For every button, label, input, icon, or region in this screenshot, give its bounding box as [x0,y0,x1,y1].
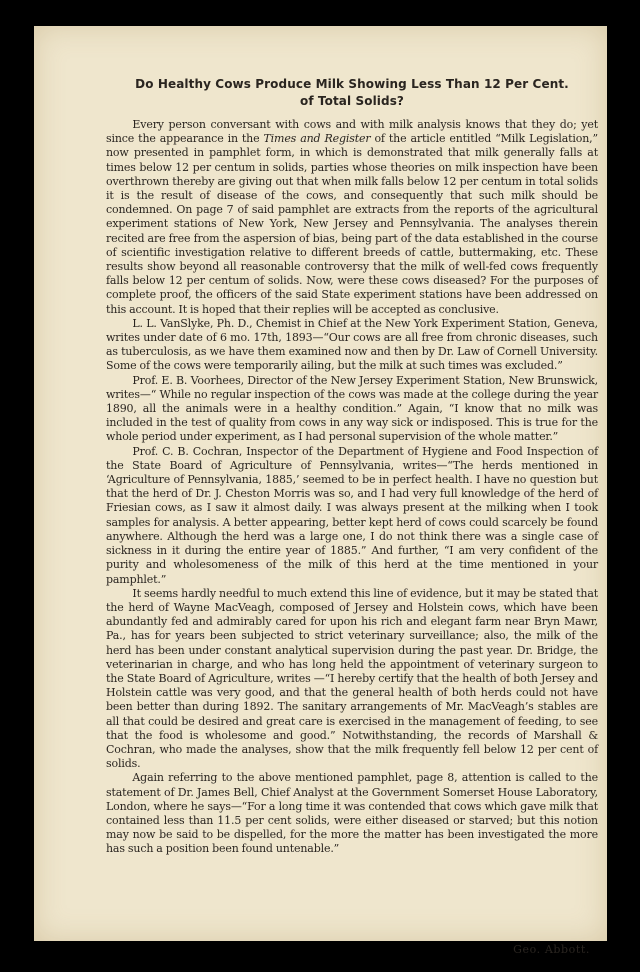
document-body [106,76,598,956]
paragraph-vanslyke: L. L. VanSlyke, Ph. D., Chemist in Chief at the New York Experiment Station, Geneva, writes under date of 6 mo. 17th, 1893—“Our cows are all free from chronic diseases, such as tuberculosis, as we have them examined now and then by Dr. Law of Cornell University. Some of the cows were temporarily ailing, but the milk at such times was excluded.” [106,316,598,373]
paragraph-voorhees: Prof. E. B. Voorhees, Director of the New Jersey Experiment Station, New Brunswick, writes—“ While no regular inspection of the cows was made at the college during the year 1890, all the animals were in a healthy condition.” Again, “I know that no milk was included in the test of quality from cows in any way sick or indisposed. This is true for the whole period under experiment, as I had personal supervision of the whole matter.” [106,373,598,444]
paragraph-bell: Again referring to the above mentioned pamphlet, page 8, attention is called to the statement of Dr. James Bell, Chief Analyst at the Government Somerset House Laboratory, London, where he says—“For a long time it was contended that cows which gave milk that contained less than 11.5 per cent solids, were either diseased or starved; but this notion may now be said to be dispelled, for the more the matter has been investigated the more has such a position been found untenable.” [106,771,598,856]
paper-sheet [34,26,607,956]
signature: Geo. Abbott. [513,943,590,956]
paragraph-macveagh: It seems hardly needful to much extend this line of evidence, but it may be stated that the herd of Wayne MacVeagh, composed of Jersey and Holstein cows, which have been abundantly fed and admirably cared for upon his rich and elegant farm near Bryn Mawr, Pa., has for years been subjected to strict veterinary surveillance; also, the milk of the herd has been under constant analytical supervision during the past year. Dr. Bridge, the veterinarian in charge, and who has long held the appointment of veterinary surgeon to the State Board of Agriculture, writes —“I hereby certify that the health of both Jersey and Holstein cattle was very good, and that the general health of both herds could not have been better than during 1892. The sanitary arrangements of Mr. MacVeagh’s stables are all that could be desired and great care is exercised in the management of feeding, to see that the food is wholesome and good.” Notwithstanding, the records of Marshall & Cochran, who made the analyses, show that the milk frequently fell below 12 per cent of solids. [106,586,598,771]
paragraph-cochran: Prof. C. B. Cochran, Inspector of the Department of Hygiene and Food Inspection of the State Board of Agriculture of Pennsylvania, writes—“The herds mentioned in ‘Agriculture of Pennsylvania, 1885,’ seemed to be in perfect health. I have no question but that the herd of Dr. J. Cheston Morris was so, and I had very full knowledge of the herd of Friesian cows, as I saw it almost daily. I was always present at the milking when I took samples for analysis. A better appearing, better kept herd of cows could scarcely be found anywhere. Although the herd was a large one, I do not think there was a single case of sickness in it during the entire year of 1885.” And further, “I am very confident of the purity and wholesomeness of the milk of this herd at the time mentioned in your pamphlet.” [106,444,598,586]
journal-name: Times and Register [263,132,371,146]
title-line-2: of Total Solids? [299,94,404,108]
paragraph-intro: Every person conversant with cows and with milk analysis knows that they do; yet since the appearance in the Times and Register of the article entitled “Milk Legislation,” now presented in pamphlet form, in which is demonstrated that milk generally falls at times below 12 per centum in solids, parties whose theories on milk inspection have been overthrown thereby are giving out that when milk falls below 12 per centum in total solids it is the result of disease of the cows, and consequently that such milk should be condemned. On page 7 of said pamphlet are extracts from the reports of the agricultural experiment stations of New York, New Jersey and Pennsylvania. The analyses therein recited are free from the aspersion of bias, being part of the data established in the course of scientific investigation relative to different breeds of cattle, buttermaking, etc. These results show beyond all reasonable controversy that the milk of well-fed cows frequently falls below 12 per centum of solids. Now, were these cows diseased? For the purposes of complete proof, the officers of the said State experiment stations have been addressed on this account. It is hoped that their replies will be accepted as conclusive. [106,118,598,316]
title-line-1: Do Healthy Cows Produce Milk Showing Less Than 12 Per Cent. [135,77,569,91]
document-title [106,76,598,110]
